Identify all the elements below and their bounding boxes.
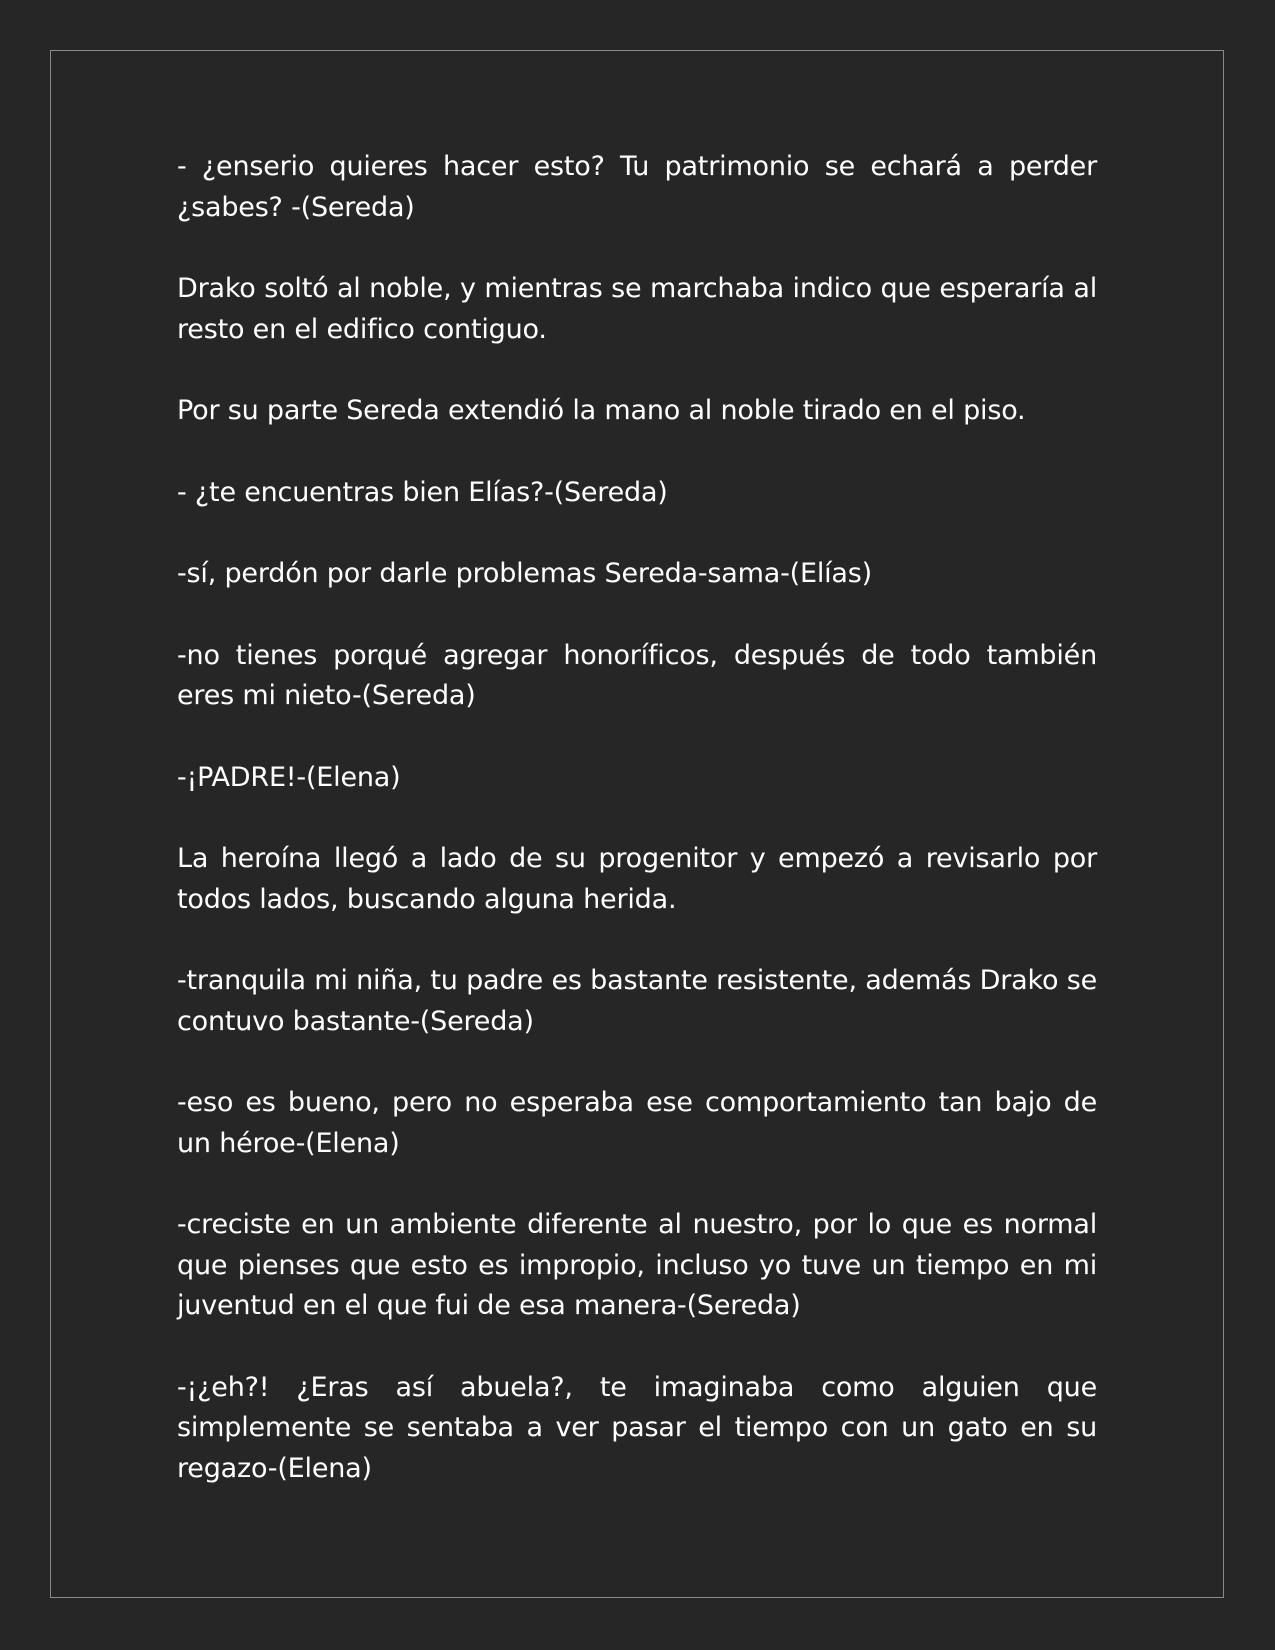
paragraph: -creciste en un ambiente diferente al nuestro, por lo que es normal que pienses que esto es impropio, incluso yo tuve un tiempo en mi juventud en el que fui de esa manera-(Sereda) bbox=[177, 1209, 1097, 1321]
paragraph: - ¿te encuentras bien Elías?-(Sereda) bbox=[177, 476, 668, 508]
paragraph: -eso es bueno, pero no esperaba ese comportamiento tan bajo de un héroe-(Elena) bbox=[177, 1087, 1097, 1159]
paragraph: La heroína llegó a lado de su progenitor y empezó a revisarlo por todos lados, buscando alguna herida. bbox=[177, 843, 1097, 915]
paragraph: Drako soltó al noble, y mientras se marchaba indico que esperaría al resto en el edifico contiguo. bbox=[177, 273, 1097, 345]
paragraph: -no tienes porqué agregar honoríficos, después de todo también eres mi nieto-(Sereda) bbox=[177, 639, 1097, 711]
paragraph: - ¿enserio quieres hacer esto? Tu patrimonio se echará a perder ¿sabes? -(Sereda) bbox=[177, 151, 1097, 223]
paragraph: Por su parte Sereda extendió la mano al noble tirado en el piso. bbox=[177, 395, 1026, 426]
document-body bbox=[177, 147, 1097, 1530]
paragraph: -tranquila mi niña, tu padre es bastante resistente, además Drako se contuvo bastante-(Sereda) bbox=[177, 965, 1097, 1037]
paragraph: -¡PADRE!-(Elena) bbox=[177, 761, 401, 793]
paragraph: -¡¿eh?! ¿Eras así abuela?, te imaginaba como alguien que simplemente se sentaba a ver pasar el tiempo con un gato en su regazo-(Elena) bbox=[177, 1371, 1097, 1484]
paragraph: -sí, perdón por darle problemas Sereda-sama-(Elías) bbox=[177, 558, 872, 589]
